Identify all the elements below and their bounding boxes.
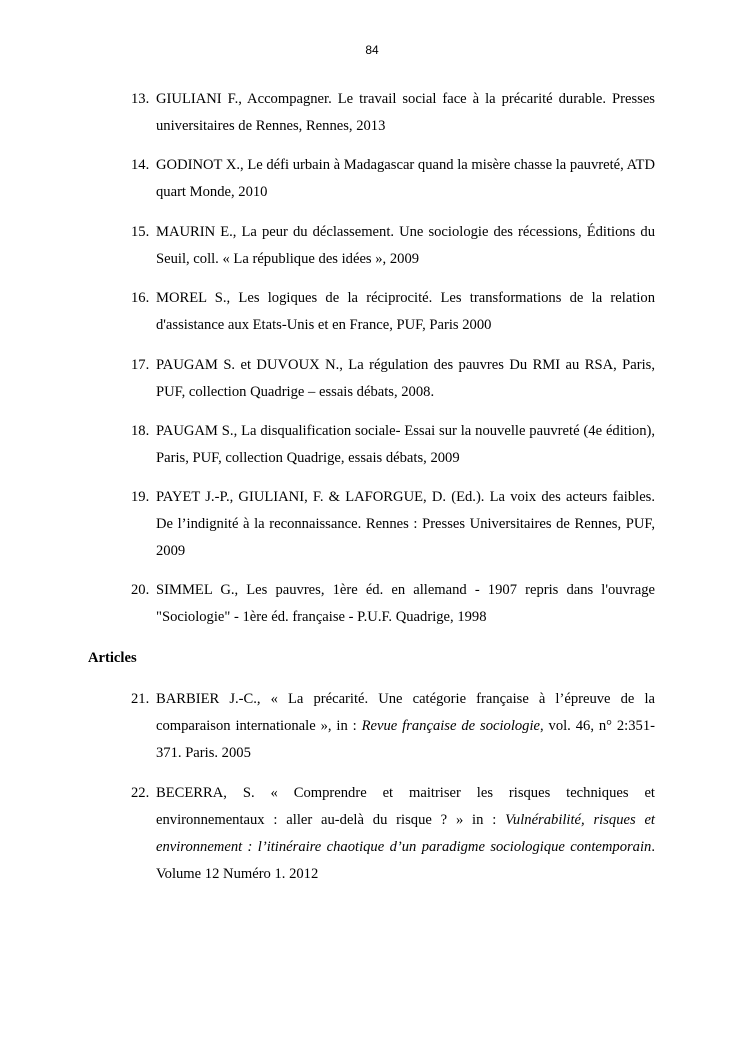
entry-number: 13. xyxy=(131,91,150,107)
section-heading-articles: Articles xyxy=(88,650,137,666)
entry-text: PAUGAM S., La disqualification sociale- Essai sur la nouvelle pauvreté (4e édition), Paris, PUF, collection Quadrige, essais débats, 2009 xyxy=(156,423,655,466)
entry-text: PAYET J.-P., GIULIANI, F. & LAFORGUE, D. (Ed.). La voix des acteurs faibles. De l’indignité à la reconnaissance. Rennes : Presses Universitaires de Rennes, PUF, 2009 xyxy=(156,489,655,559)
entry-text-part: BARBIER J.-C., « La précarité. Une catégorie française à l’épreuve de la comparaison internationale », in : xyxy=(156,691,655,734)
bibliography-entry xyxy=(131,686,655,767)
entry-text: GODINOT X., Le défi urbain à Madagascar quand la misère chasse la pauvreté, ATD quart Monde, 2010 xyxy=(156,157,655,200)
entry-text: GIULIANI F., Accompagner. Le travail social face à la précarité durable. Presses universitaires de Rennes, Rennes, 2013 xyxy=(156,91,655,134)
entry-number: 19. xyxy=(131,489,150,505)
bibliography-entry xyxy=(131,418,655,472)
bibliography-entry xyxy=(131,152,655,206)
entry-text: SIMMEL G., Les pauvres, 1ère éd. en allemand - 1907 repris dans l'ouvrage "Sociologie" - 1ère éd. française - P.U.F. Quadrige, 1998 xyxy=(156,582,655,625)
journal-title: Revue française de sociologie xyxy=(361,718,540,734)
bibliography-entry xyxy=(131,86,655,140)
publication-title: Vulnérabilité, risques et environnement : l’itinéraire chaotique d’un paradigme sociologique contemporain xyxy=(156,812,655,855)
entry-number: 22. xyxy=(131,785,150,801)
page-number: 84 xyxy=(365,43,379,57)
entry-text-part: , vol. 46, n° 2:351-371. Paris. 2005 xyxy=(156,718,655,761)
entry-text-part: BECERRA, S. « Comprendre et maitriser les risques techniques et environnementaux : aller au-delà du risque ? » in : xyxy=(156,785,655,828)
bibliography-entry xyxy=(131,780,655,888)
entry-number: 21. xyxy=(131,691,150,707)
bibliography-entry xyxy=(131,285,655,339)
entry-text: MOREL S., Les logiques de la réciprocité. Les transformations de la relation d'assistance aux Etats-Unis et en France, PUF, Paris 2000 xyxy=(156,290,655,333)
entry-text-part: . Volume 12 Numéro 1. 2012 xyxy=(156,839,655,882)
bibliography-entry xyxy=(131,484,655,565)
entry-text xyxy=(156,686,655,767)
bibliography-entry xyxy=(131,219,655,273)
entry-number: 17. xyxy=(131,357,150,373)
entry-text xyxy=(156,780,655,888)
entry-text: PAUGAM S. et DUVOUX N., La régulation des pauvres Du RMI au RSA, Paris, PUF, collection Quadrige – essais débats, 2008. xyxy=(156,357,655,400)
bibliography-entry xyxy=(131,577,655,631)
entry-number: 20. xyxy=(131,582,150,598)
entry-number: 16. xyxy=(131,290,150,306)
entry-number: 18. xyxy=(131,423,150,439)
entry-number: 14. xyxy=(131,157,150,173)
bibliography-entry xyxy=(131,352,655,406)
entry-number: 15. xyxy=(131,224,150,240)
entry-text: MAURIN E., La peur du déclassement. Une sociologie des récessions, Éditions du Seuil, coll. « La république des idées », 2009 xyxy=(156,224,655,267)
